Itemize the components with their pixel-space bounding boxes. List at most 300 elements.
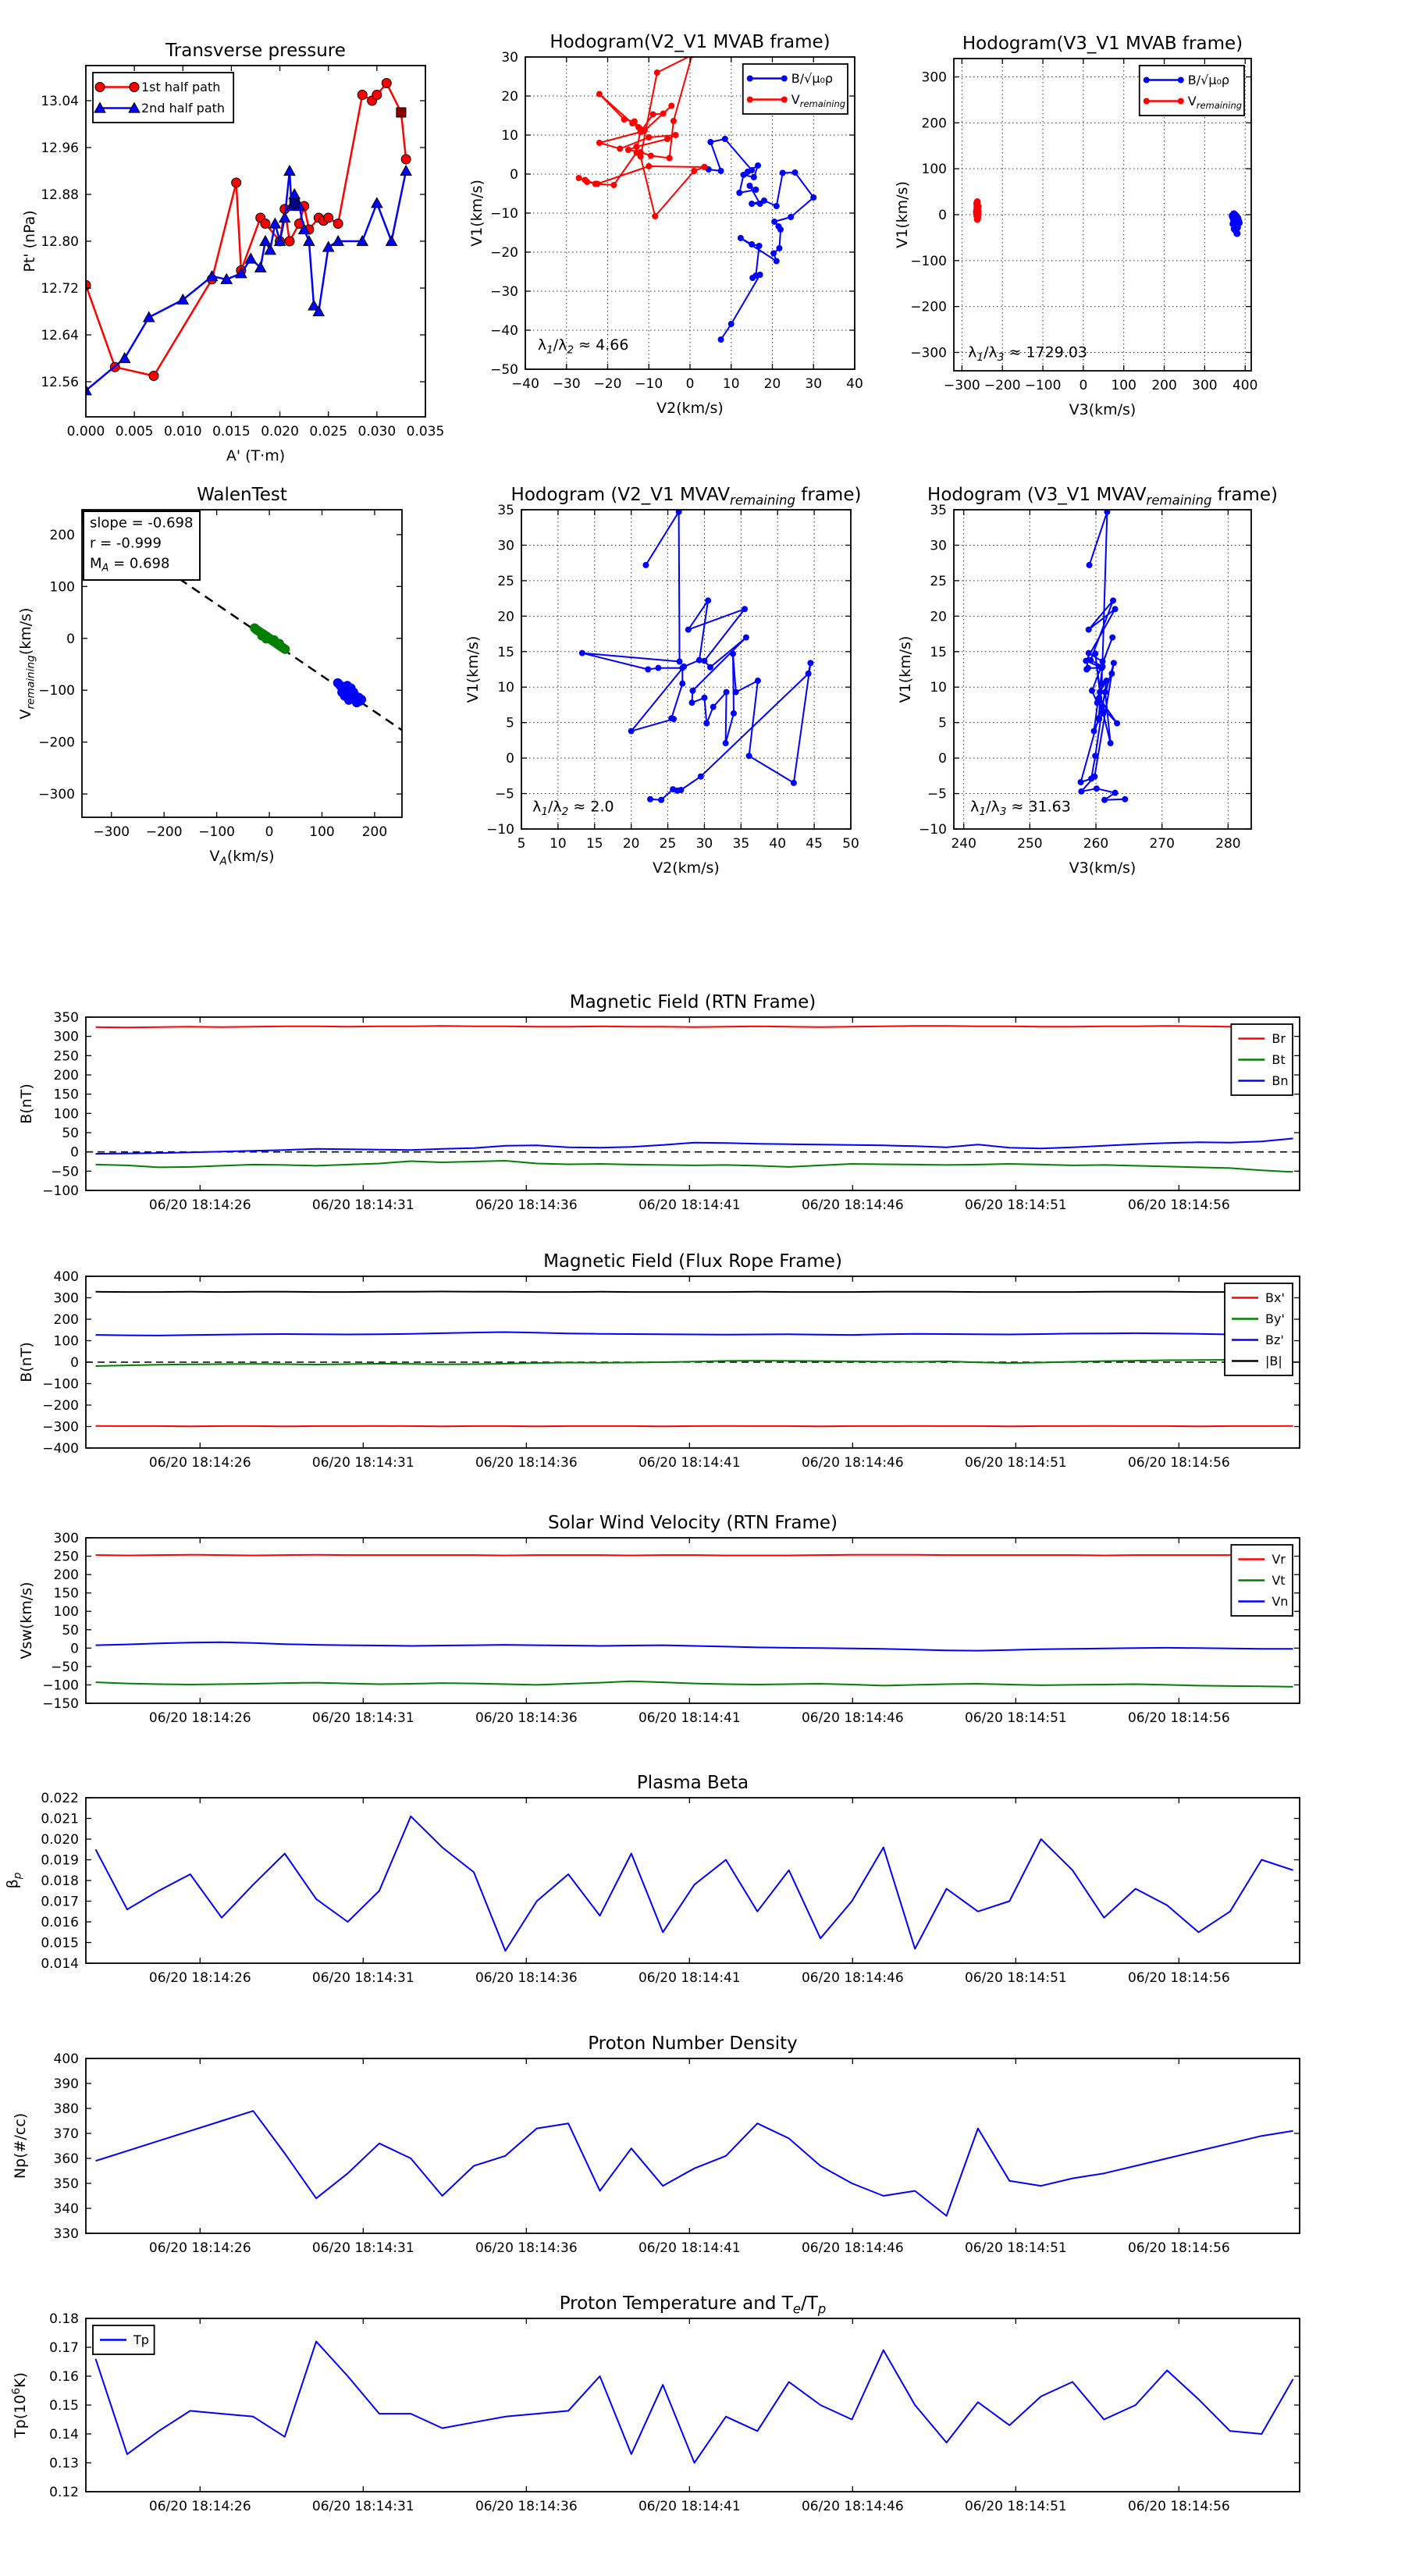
svg-text:30: 30 (930, 538, 947, 554)
svg-text:06/20 18:14:36: 06/20 18:14:36 (475, 1197, 578, 1213)
svg-text:0.14: 0.14 (49, 2427, 79, 2443)
svg-text:06/20 18:14:51: 06/20 18:14:51 (964, 1710, 1067, 1726)
svg-text:200: 200 (49, 527, 75, 543)
svg-text:12.96: 12.96 (41, 141, 79, 156)
svg-text:06/20 18:14:56: 06/20 18:14:56 (1127, 1970, 1230, 1986)
svg-text:15: 15 (930, 644, 947, 660)
svg-text:10: 10 (501, 128, 518, 144)
svg-text:By': By' (1265, 1311, 1285, 1327)
svg-text:−20: −20 (490, 245, 518, 261)
svg-text:|B|: |B| (1265, 1354, 1282, 1369)
svg-text:350: 350 (53, 2176, 79, 2192)
ticks (41, 1791, 1300, 1986)
chart-svg-magnetic-field-flux-rope (18, 1251, 1300, 1471)
chart-plasma-beta (4, 1773, 1300, 1986)
svg-text:06/20 18:14:46: 06/20 18:14:46 (801, 2240, 904, 2256)
svg-text:Bz': Bz' (1265, 1332, 1284, 1348)
svg-text:0: 0 (66, 631, 75, 647)
y-axis-label: V1(km/s) (897, 635, 914, 703)
svg-text:0.000: 0.000 (66, 424, 105, 439)
series-Bt (96, 1161, 1293, 1172)
y-axis-label: Vsw(km/s) (18, 1582, 35, 1660)
svg-text:06/20 18:14:31: 06/20 18:14:31 (311, 1710, 414, 1726)
svg-text:12.56: 12.56 (41, 375, 79, 390)
svg-text:20: 20 (930, 609, 947, 625)
axes-frame (86, 1538, 1300, 1703)
svg-text:06/20 18:14:56: 06/20 18:14:56 (1127, 1710, 1230, 1726)
svg-text:0.015: 0.015 (212, 424, 251, 439)
legend (1225, 1283, 1293, 1375)
svg-text:0: 0 (938, 208, 947, 223)
svg-text:Vr: Vr (1272, 1552, 1286, 1567)
chart-title: Magnetic Field (RTN Frame) (569, 992, 816, 1012)
svg-text:20: 20 (763, 376, 781, 392)
svg-text:0.019: 0.019 (41, 1852, 79, 1869)
ticks (54, 2051, 1300, 2256)
svg-text:06/20 18:14:46: 06/20 18:14:46 (801, 1197, 904, 1213)
series-2nd-half-path (80, 165, 411, 395)
ticks (919, 503, 1251, 852)
svg-text:30: 30 (497, 538, 514, 554)
chart-title: Hodogram(V2_V1 MVAB frame) (550, 32, 831, 52)
svg-text:slope = -0.698: slope = -0.698 (90, 514, 194, 532)
svg-text:06/20 18:14:41: 06/20 18:14:41 (638, 2499, 741, 2514)
chart-proton-number-density (12, 2033, 1300, 2256)
svg-text:Vt: Vt (1272, 1573, 1286, 1589)
svg-text:0.15: 0.15 (49, 2398, 79, 2414)
svg-text:400: 400 (53, 1269, 79, 1285)
chart-title: Plasma Beta (636, 1773, 749, 1793)
svg-text:20: 20 (501, 89, 518, 105)
chart-svg-proton-number-density (12, 2033, 1300, 2256)
svg-text:−100: −100 (38, 683, 75, 699)
svg-text:−200: −200 (42, 1398, 79, 1414)
svg-text:330: 330 (53, 2226, 79, 2242)
svg-text:0: 0 (938, 751, 947, 767)
svg-text:Vremaining: $V_{remaining}$ (1187, 94, 1243, 111)
svg-text:0: 0 (685, 376, 695, 392)
svg-text:06/20 18:14:41: 06/20 18:14:41 (638, 1197, 741, 1213)
svg-text:0.016: 0.016 (41, 1915, 79, 1930)
svg-text:390: 390 (53, 2076, 79, 2092)
svg-text:40: 40 (769, 836, 787, 852)
svg-text:10: 10 (550, 836, 567, 852)
series-beta-p (96, 1816, 1293, 1951)
svg-text:06/20 18:14:26: 06/20 18:14:26 (148, 1197, 251, 1213)
x-axis-label: V2(km/s) (653, 859, 720, 877)
svg-text:100: 100 (53, 1333, 79, 1350)
series-marker-square-navy (290, 198, 299, 208)
svg-text:12.72: 12.72 (41, 281, 79, 297)
svg-text:−200: −200 (910, 299, 947, 315)
chart-svg-proton-temperature (9, 2293, 1300, 2514)
chart-transverse-pressure (21, 41, 445, 464)
chart-svg-hodogram-v2v1-mvab (468, 32, 863, 417)
svg-text:25: 25 (930, 573, 947, 589)
chart-title: Transverse pressure (165, 41, 346, 61)
svg-text:10: 10 (722, 376, 740, 392)
svg-text:30: 30 (501, 50, 518, 66)
chart-hodogram-v3v1-mvab (894, 34, 1258, 418)
svg-text:06/20 18:14:31: 06/20 18:14:31 (311, 1970, 414, 1986)
svg-text:0.022: 0.022 (41, 1791, 79, 1806)
y-axis-label: V1(km/s) (894, 181, 911, 248)
svg-text:06/20 18:14:41: 06/20 18:14:41 (638, 1455, 741, 1471)
svg-text:0.025: 0.025 (309, 424, 348, 439)
svg-text:15: 15 (497, 644, 514, 660)
svg-text:−100: −100 (42, 1183, 79, 1199)
svg-text:06/20 18:14:31: 06/20 18:14:31 (311, 2499, 414, 2514)
svg-text:5: 5 (506, 715, 514, 731)
series-V-remaining-cluster (973, 198, 982, 222)
svg-text:40: 40 (846, 376, 863, 392)
chart-hodogram-v2v1-mvav (464, 485, 862, 877)
svg-text:35: 35 (930, 503, 947, 518)
svg-text:06/20 18:14:56: 06/20 18:14:56 (1127, 2499, 1230, 2514)
svg-text:−5: −5 (494, 786, 514, 802)
svg-text:0.12: 0.12 (49, 2485, 79, 2500)
svg-text:−50: −50 (51, 1659, 79, 1675)
series-V-remaining (576, 52, 708, 220)
svg-text:Bn: Bn (1272, 1073, 1289, 1089)
svg-text:0.014: 0.014 (41, 1956, 79, 1972)
svg-text:−10: −10 (635, 376, 663, 392)
y-axis-label: Pt' (nPa) (21, 210, 38, 272)
svg-text:10: 10 (497, 680, 514, 696)
x-axis-label: $V_A(km/s)$ (209, 848, 275, 868)
svg-text:30: 30 (805, 376, 823, 392)
y-axis-label: V1(km/s) (464, 635, 482, 703)
svg-text:0.035: 0.035 (406, 424, 445, 439)
svg-text:20: 20 (622, 836, 640, 852)
svg-text:06/20 18:14:46: 06/20 18:14:46 (801, 1710, 904, 1726)
y-axis-label: B(nT) (18, 1342, 35, 1382)
svg-text:−10: −10 (919, 822, 947, 838)
svg-text:200: 200 (361, 824, 388, 840)
svg-text:25: 25 (497, 573, 514, 589)
svg-text:Br: Br (1272, 1031, 1286, 1047)
series-v2v1-path (579, 509, 814, 803)
svg-text:270: 270 (1149, 836, 1175, 852)
annotation: $\lambda_1/\lambda_3 \approx 1729.03$ (968, 343, 1088, 364)
svg-text:12.64: 12.64 (41, 328, 79, 343)
svg-text:0.017: 0.017 (41, 1894, 79, 1910)
svg-text:0.16: 0.16 (49, 2369, 79, 2385)
svg-text:Bx': Bx' (1265, 1290, 1285, 1306)
axes-frame (86, 1798, 1300, 1963)
gridlines (521, 510, 851, 829)
svg-text:200: 200 (921, 116, 947, 132)
y-axis-label: $\beta_p$ (4, 1872, 24, 1889)
chart-svg-magnetic-field-rtn (18, 992, 1300, 1213)
svg-text:12.88: 12.88 (41, 187, 79, 203)
svg-text:06/20 18:14:46: 06/20 18:14:46 (801, 1455, 904, 1471)
svg-text:06/20 18:14:46: 06/20 18:14:46 (801, 2499, 904, 2514)
svg-text:−100: −100 (42, 1376, 79, 1393)
series-Bmag (96, 1292, 1293, 1293)
chart-solar-wind-velocity (18, 1513, 1300, 1726)
chart-title: Proton Temperature and $T_e/T_p$ (559, 2293, 827, 2317)
svg-text:5: 5 (938, 715, 947, 731)
svg-text:300: 300 (921, 69, 947, 86)
svg-text:100: 100 (1111, 378, 1136, 393)
svg-text:0: 0 (265, 824, 274, 840)
svg-text:−40: −40 (490, 323, 518, 339)
svg-text:06/20 18:14:26: 06/20 18:14:26 (148, 2240, 251, 2256)
svg-text:50: 50 (842, 836, 859, 852)
svg-text:06/20 18:14:31: 06/20 18:14:31 (311, 1197, 414, 1213)
svg-text:−40: −40 (511, 376, 539, 392)
svg-text:100: 100 (53, 1106, 79, 1123)
svg-text:45: 45 (806, 836, 823, 852)
chart-walen-test (17, 485, 402, 868)
axes-frame (521, 510, 851, 829)
svg-text:−30: −30 (490, 284, 518, 300)
svg-text:50: 50 (62, 1126, 79, 1141)
svg-text:06/20 18:14:41: 06/20 18:14:41 (638, 1970, 741, 1986)
svg-text:150: 150 (53, 1585, 79, 1602)
chart-svg-solar-wind-velocity (18, 1513, 1300, 1726)
svg-text:−300: −300 (910, 345, 947, 361)
svg-text:0.018: 0.018 (41, 1873, 79, 1889)
svg-text:25: 25 (659, 836, 677, 852)
chart-svg-hodogram-v2v1-mvav (464, 485, 862, 877)
series-v3v1-path (1078, 509, 1129, 803)
x-axis-label: V3(km/s) (1069, 401, 1136, 418)
chart-title: WalenTest (197, 485, 287, 505)
legend (1231, 1545, 1293, 1616)
svg-text:06/20 18:14:26: 06/20 18:14:26 (148, 1710, 251, 1726)
svg-text:−300: −300 (38, 787, 75, 803)
svg-text:5: 5 (517, 836, 526, 852)
svg-text:−10: −10 (490, 206, 518, 222)
chart-magnetic-field-flux-rope (18, 1251, 1300, 1471)
svg-text:200: 200 (53, 1567, 79, 1584)
chart-svg-hodogram-v3v1-mvav (897, 485, 1278, 877)
svg-text:0: 0 (506, 751, 514, 767)
svg-text:35: 35 (732, 836, 750, 852)
svg-text:150: 150 (53, 1087, 79, 1103)
svg-text:50: 50 (62, 1622, 79, 1638)
svg-text:250: 250 (1017, 836, 1043, 852)
svg-text:15: 15 (585, 836, 603, 852)
axes-frame (86, 2058, 1300, 2233)
series-green-cluster (250, 623, 290, 653)
svg-text:Bt: Bt (1272, 1052, 1286, 1068)
ticks (486, 503, 859, 852)
svg-text:06/20 18:14:36: 06/20 18:14:36 (475, 2240, 578, 2256)
svg-text:0.015: 0.015 (41, 1935, 79, 1952)
svg-text:1st half path: 1st half path (141, 80, 221, 95)
svg-text:−200: −200 (984, 378, 1021, 393)
legend (1231, 1024, 1293, 1095)
legend (93, 2325, 155, 2354)
svg-text:Tp: Tp (133, 2332, 149, 2348)
series-Tp (96, 2342, 1293, 2463)
svg-text:200: 200 (1151, 378, 1177, 393)
svg-text:−100: −100 (1024, 378, 1062, 393)
svg-text:−150: −150 (42, 1696, 79, 1712)
x-axis-label: V3(km/s) (1069, 859, 1136, 877)
series-B-cluster (1229, 210, 1243, 237)
x-axis-label: A' (T·m) (226, 447, 286, 464)
axes-frame (86, 2318, 1300, 2492)
svg-text:06/20 18:14:26: 06/20 18:14:26 (148, 1970, 251, 1986)
svg-text:06/20 18:14:51: 06/20 18:14:51 (964, 1455, 1067, 1471)
svg-text:−50: −50 (51, 1164, 79, 1180)
series-Bx-prime (96, 1426, 1293, 1427)
svg-text:06/20 18:14:36: 06/20 18:14:36 (475, 1455, 578, 1471)
annotation: $\lambda_1/\lambda_2 \approx 2.0$ (532, 798, 614, 818)
svg-text:240: 240 (951, 836, 976, 852)
y-axis-label: Np(#/cc) (12, 2112, 29, 2179)
svg-text:06/20 18:14:41: 06/20 18:14:41 (638, 1710, 741, 1726)
svg-text:20: 20 (497, 609, 514, 625)
svg-text:250: 250 (53, 1549, 79, 1565)
svg-text:340: 340 (53, 2201, 79, 2217)
ticks (42, 1531, 1300, 1726)
chart-title: Hodogram (V3_V1 $MVAV_{remaining}$ frame) (927, 485, 1278, 508)
series-Br (96, 1026, 1293, 1027)
svg-text:10: 10 (930, 680, 947, 696)
svg-text:350: 350 (53, 1010, 79, 1026)
svg-text:30: 30 (695, 836, 713, 852)
series-Vt (96, 1681, 1293, 1687)
y-axis-label: V1(km/s) (468, 180, 486, 247)
y-axis-label: B(nT) (18, 1083, 35, 1124)
annotation: $\lambda_1/\lambda_2 \approx 4.66$ (537, 336, 629, 357)
svg-text:−300: −300 (42, 1419, 79, 1436)
svg-text:0.021: 0.021 (41, 1811, 79, 1827)
svg-text:13.04: 13.04 (41, 94, 79, 109)
chart-svg-walen-test (17, 485, 402, 868)
svg-text:0: 0 (1079, 378, 1088, 393)
svg-text:−10: −10 (486, 822, 514, 838)
svg-text:06/20 18:14:26: 06/20 18:14:26 (148, 1455, 251, 1471)
svg-text:0.18: 0.18 (49, 2311, 79, 2327)
series-Vr (96, 1555, 1293, 1556)
svg-text:06/20 18:14:56: 06/20 18:14:56 (1127, 1197, 1230, 1213)
svg-text:06/20 18:14:56: 06/20 18:14:56 (1127, 1455, 1230, 1471)
svg-text:06/20 18:14:26: 06/20 18:14:26 (148, 2499, 251, 2514)
series-Bz-prime (96, 1332, 1293, 1336)
svg-text:−200: −200 (145, 824, 183, 840)
svg-text:06/20 18:14:31: 06/20 18:14:31 (311, 2240, 414, 2256)
chart-title: Hodogram (V2_V1 $MVAV_{remaining}$ frame) (510, 485, 862, 508)
svg-text:−300: −300 (944, 378, 980, 393)
chart-title: Proton Number Density (588, 2033, 798, 2054)
svg-text:370: 370 (53, 2126, 79, 2142)
svg-text:06/20 18:14:36: 06/20 18:14:36 (475, 1710, 578, 1726)
svg-text:−30: −30 (552, 376, 581, 392)
svg-text:06/20 18:14:56: 06/20 18:14:56 (1127, 2240, 1230, 2256)
svg-text:300: 300 (53, 1029, 79, 1045)
annotation: $\lambda_1/\lambda_3 \approx 31.63$ (970, 798, 1071, 818)
svg-text:0.13: 0.13 (49, 2456, 79, 2471)
svg-text:06/20 18:14:31: 06/20 18:14:31 (311, 1455, 414, 1471)
svg-text:06/20 18:14:41: 06/20 18:14:41 (638, 2240, 741, 2256)
svg-text:100: 100 (53, 1604, 79, 1621)
chart-svg-transverse-pressure (21, 41, 445, 464)
svg-text:0: 0 (70, 1144, 79, 1161)
svg-text:300: 300 (53, 1531, 79, 1546)
chart-title: Hodogram(V3_V1 MVAB frame) (962, 34, 1243, 54)
svg-text:06/20 18:14:46: 06/20 18:14:46 (801, 1970, 904, 1986)
series-marker-square-darkred (397, 108, 406, 117)
svg-text:−300: −300 (93, 824, 130, 840)
chart-svg-hodogram-v3v1-mvab (894, 34, 1258, 418)
series-blue-cluster (333, 678, 366, 707)
svg-text:Vremaining: $V_{remaining}$ (791, 92, 846, 109)
svg-text:0.17: 0.17 (49, 2340, 79, 2356)
svg-text:250: 250 (53, 1048, 79, 1065)
svg-text:12.80: 12.80 (41, 234, 79, 250)
series-1st-half-path (81, 79, 411, 381)
svg-text:r = -0.999: r = -0.999 (90, 535, 162, 552)
svg-text:300: 300 (53, 1290, 79, 1307)
chart-title: Magnetic Field (Flux Rope Frame) (543, 1251, 842, 1272)
svg-text:0.005: 0.005 (115, 424, 154, 439)
svg-text:06/20 18:14:51: 06/20 18:14:51 (964, 2499, 1067, 2514)
svg-text:100: 100 (309, 824, 335, 840)
svg-text:200: 200 (53, 1312, 79, 1328)
series-Vn (96, 1642, 1293, 1651)
series-B-over-sqrt-mu0rho (701, 136, 816, 343)
svg-text:100: 100 (921, 162, 947, 178)
svg-text:0: 0 (70, 1355, 79, 1371)
svg-text:0.020: 0.020 (41, 1832, 79, 1848)
svg-text:380: 380 (53, 2101, 79, 2117)
svg-text:−400: −400 (42, 1441, 79, 1457)
svg-text:−100: −100 (198, 824, 235, 840)
svg-text:−50: −50 (490, 362, 518, 378)
svg-text:06/20 18:14:51: 06/20 18:14:51 (964, 2240, 1067, 2256)
svg-text:260: 260 (1083, 836, 1109, 852)
chart-title: Solar Wind Velocity (RTN Frame) (547, 1513, 838, 1533)
y-axis-label: $Tp(10^6K)$ (9, 2372, 29, 2438)
chart-hodogram-v3v1-mvav (897, 485, 1278, 877)
series-Np (96, 2111, 1293, 2215)
chart-magnetic-field-rtn (18, 992, 1300, 1213)
svg-text:B/√μ₀ρ: B/√μ₀ρ (791, 71, 834, 87)
svg-text:Vn: Vn (1272, 1594, 1289, 1610)
svg-text:−20: −20 (593, 376, 622, 392)
svg-text:0: 0 (510, 167, 518, 183)
svg-text:−200: −200 (38, 735, 75, 751)
ticks (42, 1269, 1300, 1471)
svg-text:B/√μ₀ρ: B/√μ₀ρ (1187, 73, 1230, 88)
x-axis-label: V2(km/s) (656, 400, 724, 417)
svg-text:0.030: 0.030 (357, 424, 397, 439)
svg-text:−100: −100 (910, 253, 947, 269)
svg-text:−5: −5 (927, 786, 947, 802)
svg-text:0: 0 (70, 1641, 79, 1657)
svg-text:06/20 18:14:36: 06/20 18:14:36 (475, 2499, 578, 2514)
y-axis-label: $V_{remaining}(km/s)$ (17, 607, 37, 720)
svg-text:0.020: 0.020 (261, 424, 299, 439)
chart-hodogram-v2v1-mvab (468, 32, 863, 417)
svg-text:360: 360 (53, 2151, 79, 2167)
svg-text:0.010: 0.010 (163, 424, 202, 439)
ticks (42, 1010, 1300, 1213)
svg-text:06/20 18:14:51: 06/20 18:14:51 (964, 1197, 1067, 1213)
svg-text:35: 35 (497, 503, 514, 518)
svg-text:2nd half path: 2nd half path (141, 101, 226, 116)
legend (1140, 66, 1244, 116)
svg-text:400: 400 (53, 2051, 79, 2067)
svg-text:100: 100 (49, 579, 75, 596)
legend (93, 73, 233, 123)
